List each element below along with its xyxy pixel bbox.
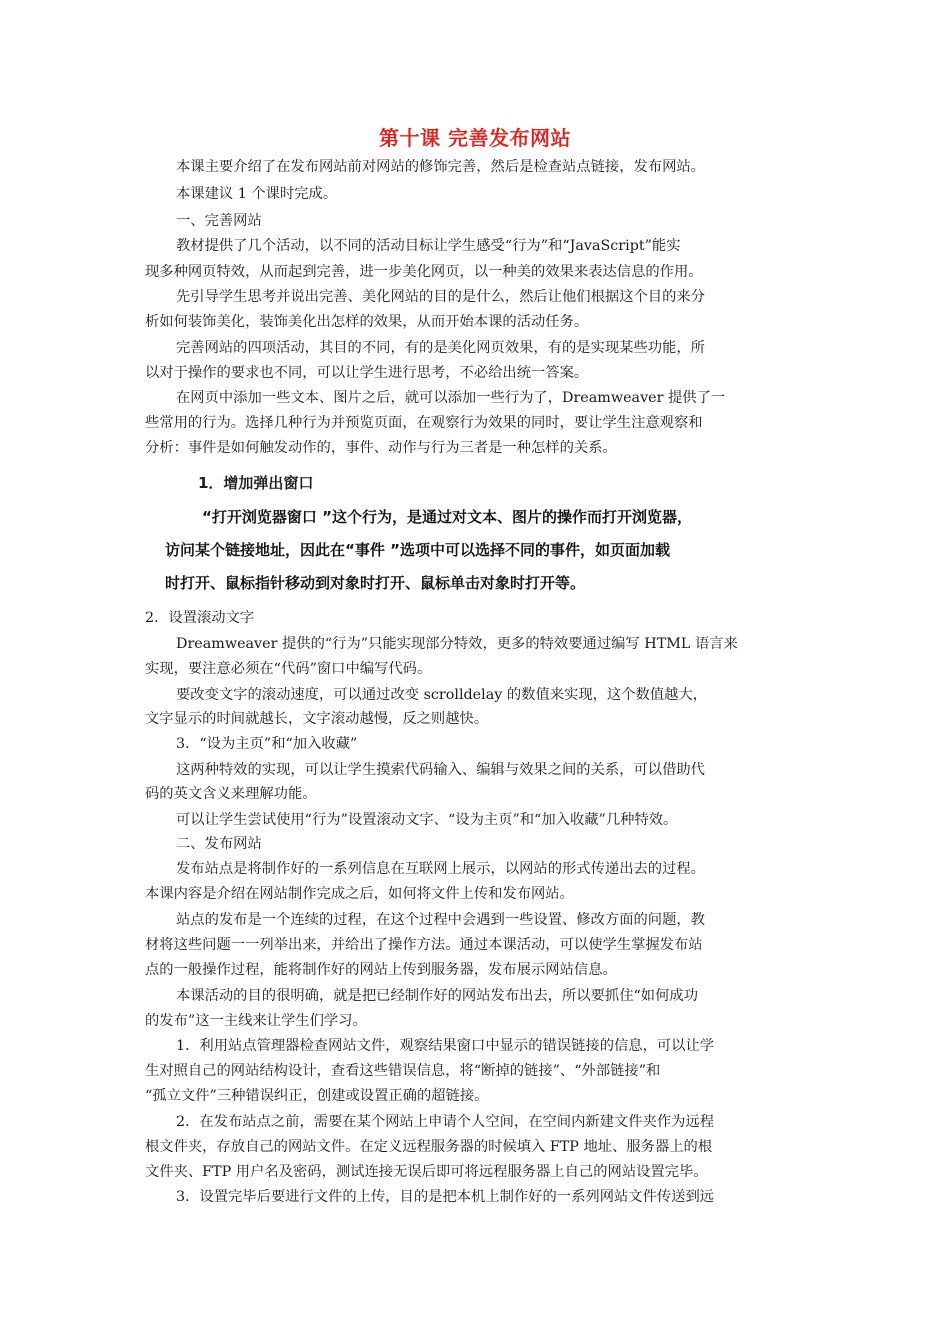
section-heading: 一、完善网站: [176, 213, 262, 229]
page-title: 第十课 完善发布网站: [379, 126, 571, 150]
paragraph-line: 实现，要注意必须在“代码”窗口中编写代码。: [145, 661, 432, 677]
paragraph-line: 教材提供了几个活动，以不同的活动目标让学生感受“行为”和“JavaScript”能实: [176, 238, 681, 254]
paragraph-line: 的发布”这一主线来让学生们学习。: [145, 1013, 367, 1029]
paragraph-line: 2．在发布站点之前，需要在某个网站上申请个人空间，在空间内新建文件夹作为远程: [176, 1114, 715, 1130]
paragraph-line: 3．设置完毕后要进行文件的上传，目的是把本机上制作好的一系列网站文件传送到远: [176, 1189, 715, 1205]
paragraph-line: 本课内容是介绍在网站制作完成之后，如何将文件上传和发布网站。: [145, 886, 574, 902]
subsection-heading: 1．增加弹出窗口: [198, 474, 314, 492]
paragraph-line: 本课主要介绍了在发布网站前对网站的修饰完善，然后是检查站点链接，发布网站。: [176, 159, 705, 175]
bold-paragraph-line: “打开浏览器窗口 ”这个行为，是通过对文本、图片的操作而打开浏览器，: [202, 508, 692, 526]
subsection-heading: 3．“设为主页”和“加入收藏”: [176, 736, 358, 752]
paragraph-line: 根文件夹，存放自己的网站文件。在定义远程服务器的时候填入 FTP 地址、服务器上的根: [145, 1139, 713, 1155]
paragraph-line: 发布站点是将制作好的一系列信息在互联网上展示，以网站的形式传递出去的过程。: [176, 861, 705, 877]
bold-paragraph-line: 访问某个链接地址，因此在“事件 ”选项中可以选择不同的事件，如页面加载: [165, 541, 670, 559]
paragraph-line: 要改变文字的滚动速度，可以通过改变 scrolldelay 的数值来实现，这个数值越大，: [176, 687, 708, 703]
paragraph-line: 以对于操作的要求也不同，可以让学生进行思考，不必给出统一答案。: [145, 365, 589, 381]
paragraph-line: 这两种特效的实现，可以让学生摸索代码输入、编辑与效果之间的关系，可以借助代: [176, 762, 705, 778]
paragraph-line: Dreamweaver 提供的“行为”只能实现部分特效，更多的特效要通过编写 HTML 语言来: [176, 636, 738, 652]
section-heading: 二、发布网站: [176, 836, 262, 852]
bold-paragraph-line: 时打开、鼠标指针移动到对象时打开、鼠标单击对象时打开等。: [165, 574, 586, 592]
paragraph-line: 本课活动的目的很明确，就是把已经制作好的网站发布出去，所以要抓住“如何成功: [176, 988, 698, 1004]
paragraph-line: 本课建议 1 个课时完成。: [176, 186, 338, 202]
paragraph-line: 完善网站的四项活动，其目的不同，有的是美化网页效果，有的是实现某些功能，所: [176, 340, 705, 356]
paragraph-line: 可以让学生尝试使用“行为”设置滚动文字、“设为主页”和“加入收藏”几种特效。: [176, 812, 678, 828]
paragraph-line: 码的英文含义来理解功能。: [145, 786, 317, 802]
paragraph-line: 生对照自己的网站结构设计，查看这些错误信息，将“断掉的链接”、“外部链接”和: [145, 1063, 661, 1079]
subsection-heading: 2．设置滚动文字: [145, 610, 255, 626]
paragraph-line: 现多种网页特效，从而起到完善，进一步美化网页，以一种美的效果来表达信息的作用。: [145, 264, 703, 280]
paragraph-line: 析如何装饰美化，装饰美化出怎样的效果，从而开始本课的活动任务。: [145, 314, 589, 330]
paragraph-line: 先引导学生思考并说出完善、美化网站的目的是什么，然后让他们根据这个目的来分: [176, 289, 705, 305]
paragraph-line: “孤立文件”三种错误纠正，创建或设置正确的超链接。: [145, 1088, 489, 1104]
paragraph-line: 点的一般操作过程，能将制作好的网站上传到服务器，发布展示网站信息。: [145, 962, 617, 978]
paragraph-line: 些常用的行为。选择几种行为并预览页面，在观察行为效果的同时，要让学生注意观察和: [145, 415, 703, 431]
paragraph-line: 材将这些问题一一列举出来，并给出了操作方法。通过本课活动，可以使学生掌握发布站: [145, 937, 703, 953]
paragraph-line: 在网页中添加一些文本、图片之后，就可以添加一些行为了，Dreamweaver 提供了一: [176, 390, 726, 406]
paragraph-line: 文件夹、FTP 用户名及密码，测试连接无误后即可将远程服务器上自己的网站设置完毕。: [145, 1164, 708, 1180]
paragraph-line: 分析：事件是如何触发动作的，事件、动作与行为三者是一种怎样的关系。: [145, 440, 617, 456]
paragraph-line: 文字显示的时间就越长，文字滚动越慢，反之则越快。: [145, 711, 489, 727]
paragraph-line: 1．利用站点管理器检查网站文件，观察结果窗口中显示的错误链接的信息，可以让学: [176, 1038, 715, 1054]
paragraph-line: 站点的发布是一个连续的过程，在这个过程中会遇到一些设置、修改方面的问题，教: [176, 912, 705, 928]
